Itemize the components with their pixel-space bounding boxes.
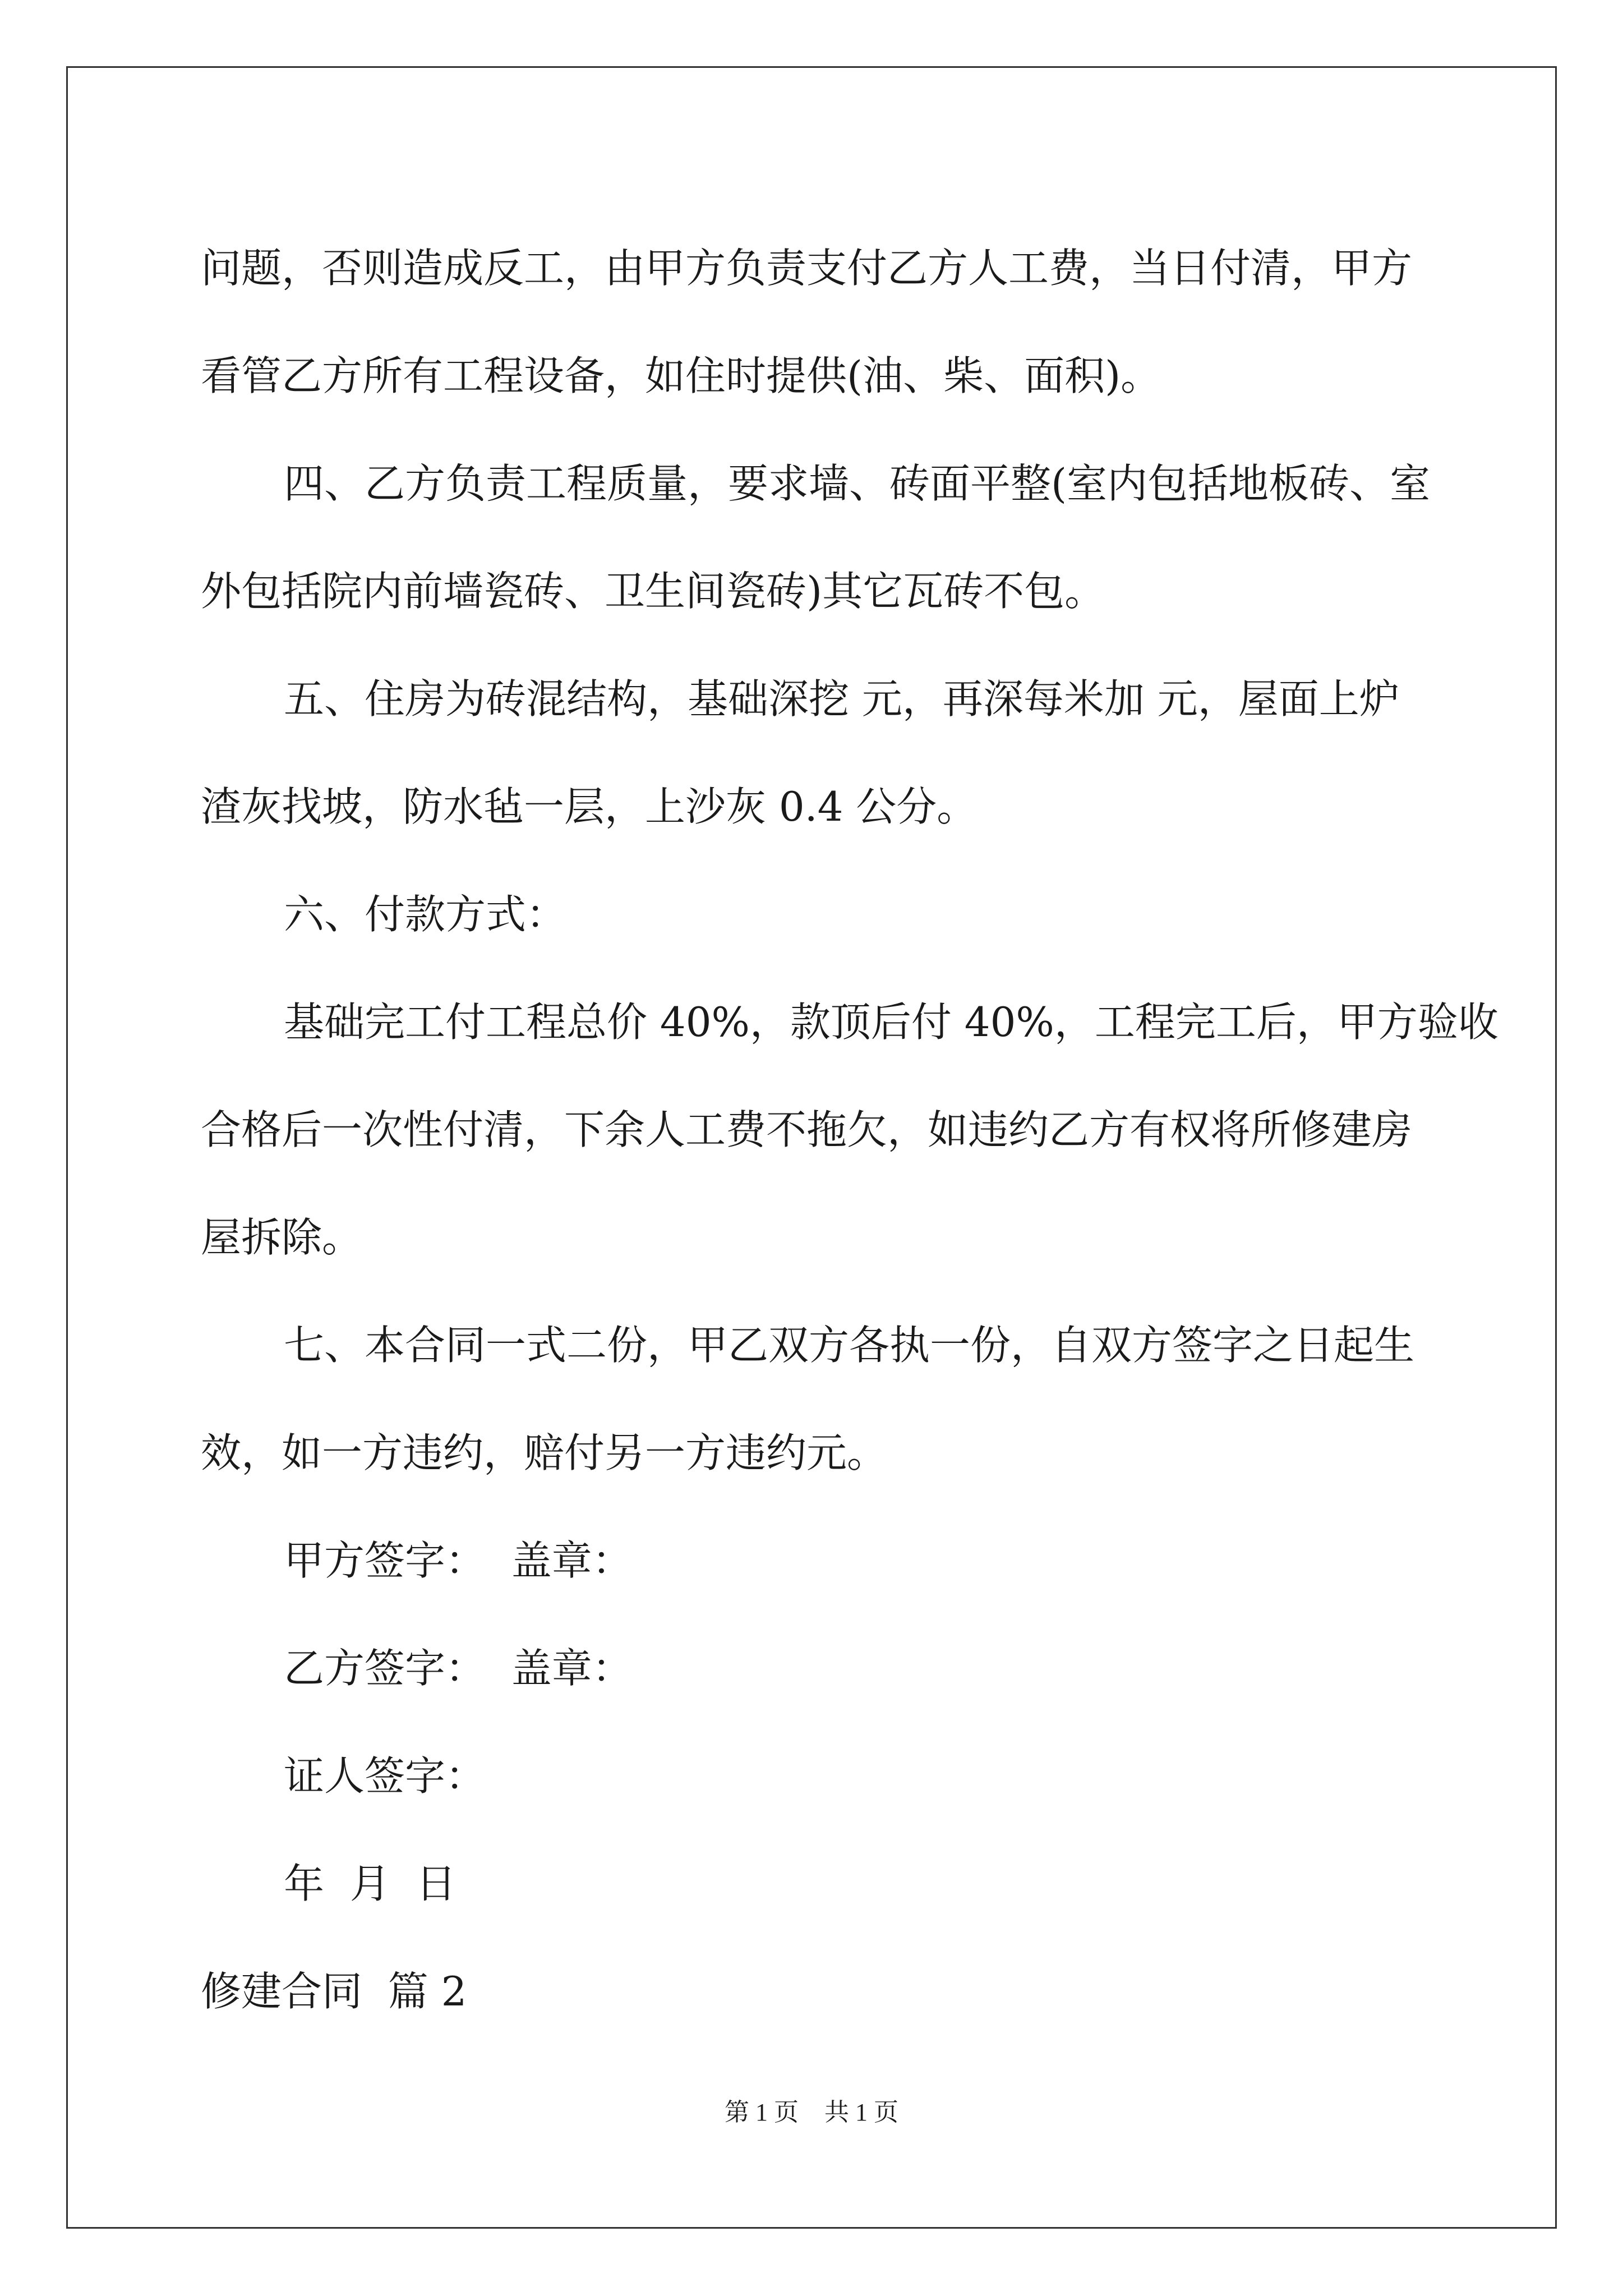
page-number: 第 1 页 — [725, 2099, 799, 2126]
contract-line-1: 问题，否则造成反工，由甲方负责支付乙方人工费，当日付清，甲方 — [201, 245, 1413, 292]
payment-terms-line-1: 基础完工付工程总价 40%，款顶后付 40%，工程完工后，甲方验收 — [284, 999, 1498, 1046]
party-b-signature: 乙方签字： 盖章： — [284, 1645, 633, 1692]
signature-date: 年 月 日 — [284, 1860, 457, 1907]
clause-4-line-1: 四、乙方负责工程质量，要求墙、砖面平整(室内包括地板砖、室 — [284, 460, 1431, 507]
page-footer — [0, 2096, 1623, 2129]
section-heading: 修建合同 篇 2 — [201, 1968, 467, 2015]
document-body — [201, 214, 1498, 2045]
payment-terms-line-3: 屋拆除。 — [201, 1214, 363, 1261]
clause-7-line-2: 效，如一方违约，赔付另一方违约元。 — [201, 1429, 888, 1476]
page-total: 共 1 页 — [824, 2099, 898, 2126]
clause-6-heading: 六、付款方式： — [284, 891, 567, 938]
clause-5-line-2: 渣灰找坡，防水毡一层，上沙灰 0.4 公分。 — [201, 783, 978, 830]
contract-line-2: 看管乙方所有工程设备，如住时提供(油、柴、面积)。 — [201, 352, 1161, 399]
witness-signature: 证人签字： — [284, 1752, 486, 1800]
clause-4-line-2: 外包括院内前墙瓷砖、卫生间瓷砖)其它瓦砖不包。 — [201, 568, 1105, 615]
party-a-signature: 甲方签字： 盖章： — [284, 1537, 633, 1584]
clause-5-line-1: 五、住房为砖混结构，基础深挖 元，再深每米加 元，屋面上炉 — [284, 675, 1400, 723]
clause-7-line-1: 七、本合同一式二份，甲乙双方各执一份，自双方签字之日起生 — [284, 1322, 1415, 1369]
payment-terms-line-2: 合格后一次性付清，下余人工费不拖欠，如违约乙方有权将所修建房 — [201, 1106, 1413, 1153]
